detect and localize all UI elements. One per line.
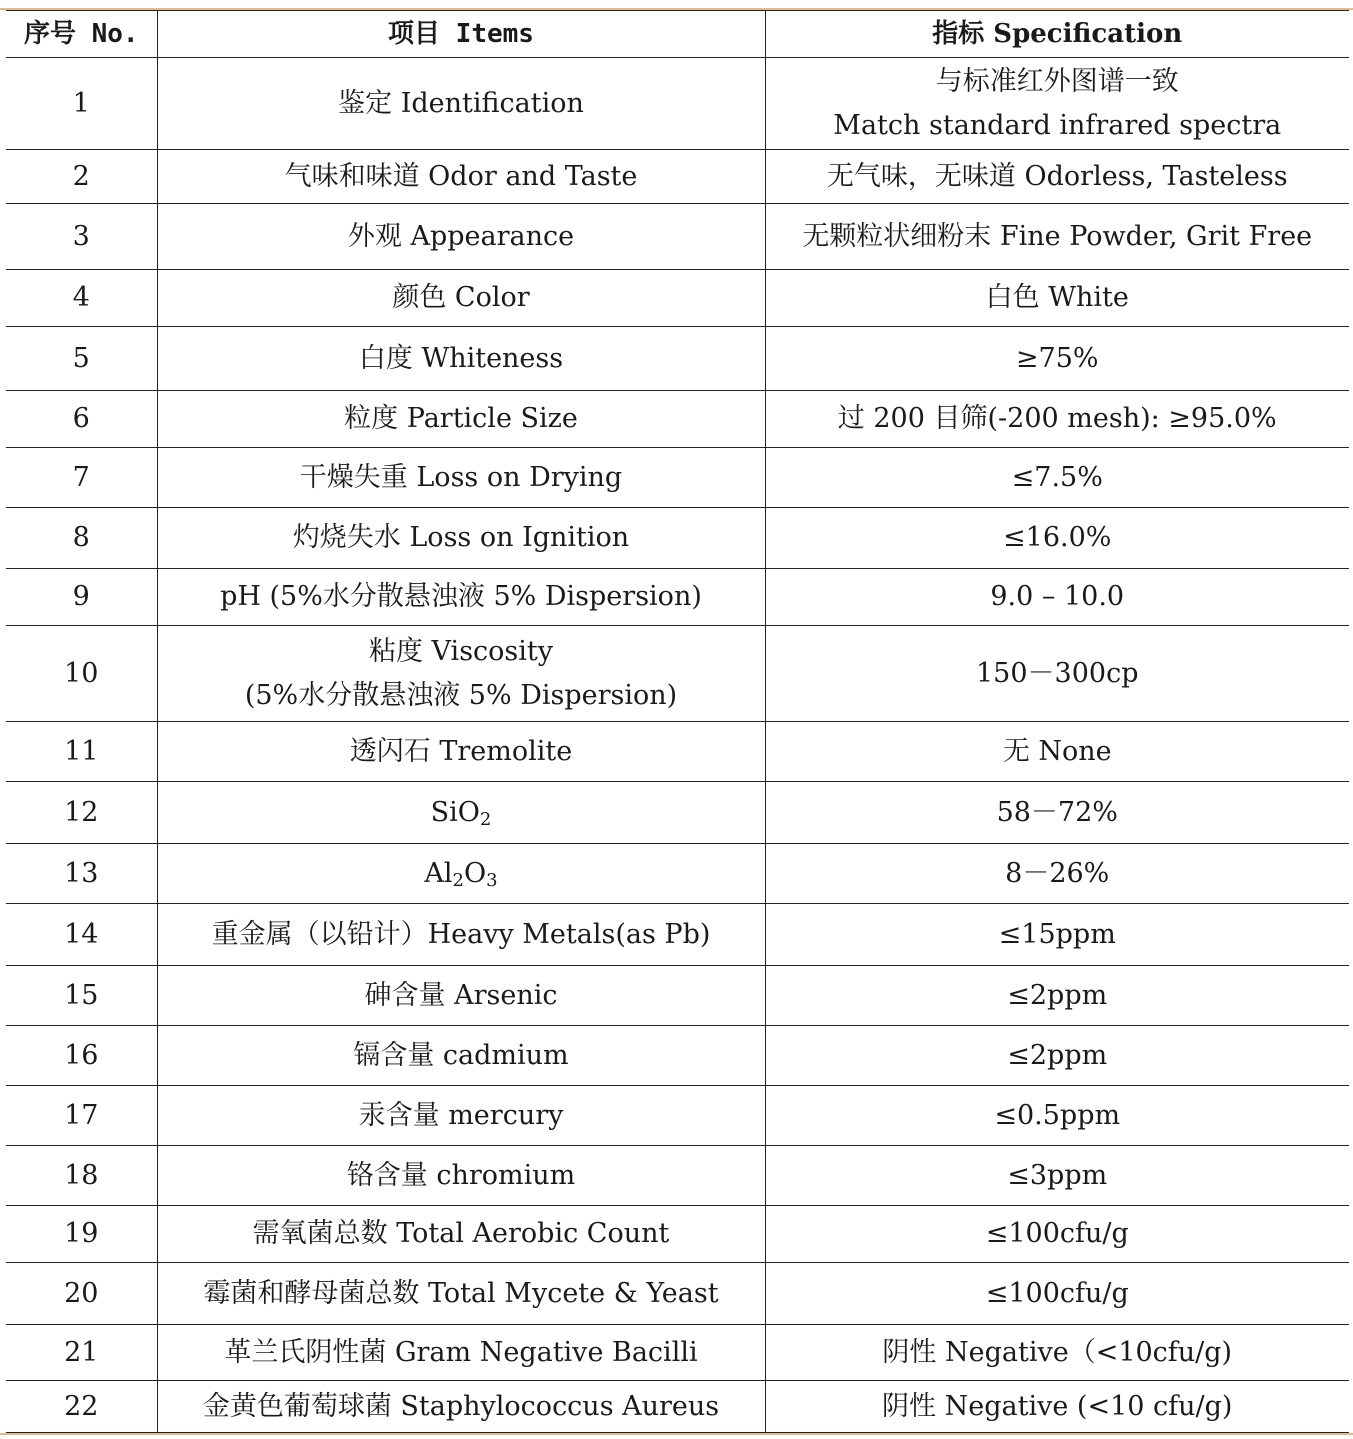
table-body	[6, 58, 1349, 1433]
table-row	[6, 58, 1349, 150]
specification-line: 9.0 – 10.0	[990, 581, 1125, 613]
specification-cell	[765, 844, 1349, 904]
specification-cell	[765, 1086, 1349, 1146]
row-number: 20	[6, 1263, 157, 1325]
specification-line: ≤3ppm	[1007, 1159, 1108, 1191]
row-number: 19	[6, 1206, 157, 1263]
row-number: 13	[6, 844, 157, 904]
specification-line: 无颗粒状细粉末 Fine Powder, Grit Free	[802, 220, 1313, 252]
row-number: 9	[6, 569, 157, 626]
item-cell	[157, 626, 765, 722]
table-row	[6, 569, 1349, 626]
specification-line: ≤100cfu/g	[985, 1218, 1129, 1250]
row-number: 1	[6, 58, 157, 150]
table-row	[6, 270, 1349, 327]
row-number: 5	[6, 327, 157, 391]
item-line: 粘度 Viscosity	[368, 635, 554, 667]
item-cell: 革兰氏阴性菌 Gram Negative Bacilli	[157, 1325, 765, 1381]
specification-line: 无 None	[1002, 735, 1112, 767]
specification-line: ≤15ppm	[998, 918, 1116, 950]
item-cell: 干燥失重 Loss on Drying	[157, 448, 765, 508]
table-row	[6, 966, 1349, 1026]
table-row	[6, 1146, 1349, 1206]
formula-subscript: 2	[452, 869, 464, 891]
specification-cell	[765, 782, 1349, 844]
table-row	[6, 626, 1349, 722]
specification-line: ≤2ppm	[1007, 1039, 1108, 1071]
table-row	[6, 448, 1349, 508]
specification-sheet	[0, 8, 1353, 1435]
formula-subscript: 3	[486, 869, 498, 891]
row-number: 16	[6, 1026, 157, 1086]
specification-cell	[765, 204, 1349, 270]
item-cell: 灼烧失水 Loss on Ignition	[157, 508, 765, 569]
table-row	[6, 1381, 1349, 1433]
header-specification: 指标 Specification	[765, 11, 1349, 58]
specification-cell	[765, 1263, 1349, 1325]
row-number: 18	[6, 1146, 157, 1206]
item-cell	[157, 844, 765, 904]
specification-cell	[765, 626, 1349, 722]
specification-cell	[765, 1325, 1349, 1381]
row-number: 6	[6, 391, 157, 448]
specification-line: ≤7.5%	[1011, 461, 1103, 493]
row-number: 17	[6, 1086, 157, 1146]
specification-cell	[765, 58, 1349, 150]
table-row	[6, 391, 1349, 448]
table-row	[6, 782, 1349, 844]
specification-cell	[765, 1381, 1349, 1433]
item-cell: 外观 Appearance	[157, 204, 765, 270]
item-cell: 粒度 Particle Size	[157, 391, 765, 448]
row-number: 15	[6, 966, 157, 1026]
specification-line: ≤16.0%	[1003, 522, 1112, 554]
item-cell: 透闪石 Tremolite	[157, 722, 765, 782]
item-cell: pH (5%水分散悬浊液 5% Dispersion)	[157, 569, 765, 626]
row-number: 22	[6, 1381, 157, 1433]
table-row	[6, 327, 1349, 391]
row-number: 10	[6, 626, 157, 722]
table-row	[6, 508, 1349, 569]
bottom-rule	[0, 1433, 1353, 1435]
specification-cell	[765, 966, 1349, 1026]
formula-subscript: 2	[479, 808, 492, 830]
row-number: 8	[6, 508, 157, 569]
specification-cell	[765, 508, 1349, 569]
header-row	[6, 11, 1349, 58]
specification-cell	[765, 270, 1349, 327]
specification-cell	[765, 569, 1349, 626]
row-number: 12	[6, 782, 157, 844]
item-cell: 气味和味道 Odor and Taste	[157, 150, 765, 204]
specification-line: ≤2ppm	[1007, 979, 1108, 1011]
specification-line: Match standard infrared spectra	[833, 109, 1282, 141]
specification-line: 无气味，无味道 Odorless, Tasteless	[826, 160, 1288, 192]
item-cell: 霉菌和酵母菌总数 Total Mycete & Yeast	[157, 1263, 765, 1325]
item-cell: 金黄色葡萄球菌 Staphylococcus Aureus	[157, 1381, 765, 1433]
table-row	[6, 1325, 1349, 1381]
header-no: 序号 No.	[6, 11, 157, 58]
formula-symbol: Al	[424, 857, 453, 889]
specification-line: 与标准红外图谱一致	[935, 65, 1179, 97]
row-number: 2	[6, 150, 157, 204]
row-number: 4	[6, 270, 157, 327]
specification-cell	[765, 1206, 1349, 1263]
specification-cell	[765, 722, 1349, 782]
specification-line: 白色 White	[985, 282, 1129, 314]
table-row	[6, 204, 1349, 270]
table-row	[6, 1263, 1349, 1325]
specification-line: ≤100cfu/g	[985, 1277, 1129, 1309]
item-cell	[157, 782, 765, 844]
specification-line: 阴性 Negative (<10 cfu/g)	[882, 1390, 1233, 1422]
specification-line: ≤0.5ppm	[994, 1099, 1121, 1131]
table-row	[6, 150, 1349, 204]
specification-line: 8－26%	[1005, 857, 1110, 889]
item-cell: 鉴定 Identification	[157, 58, 765, 150]
item-cell: 白度 Whiteness	[157, 327, 765, 391]
specification-line: 过 200 目筛(-200 mesh): ≥95.0%	[837, 403, 1277, 435]
specification-cell	[765, 327, 1349, 391]
formula-symbol: O	[464, 857, 487, 889]
item-cell: 镉含量 cadmium	[157, 1026, 765, 1086]
table-row	[6, 1026, 1349, 1086]
item-cell: 铬含量 chromium	[157, 1146, 765, 1206]
specification-cell	[765, 150, 1349, 204]
item-cell: 砷含量 Arsenic	[157, 966, 765, 1026]
specification-line: 阴性 Negative（<10cfu/g)	[882, 1336, 1233, 1368]
table-row	[6, 1086, 1349, 1146]
specification-cell	[765, 1146, 1349, 1206]
table-row	[6, 904, 1349, 966]
item-cell: 重金属（以铅计）Heavy Metals(as Pb)	[157, 904, 765, 966]
specification-table	[6, 10, 1349, 1433]
item-cell: 汞含量 mercury	[157, 1086, 765, 1146]
specification-cell	[765, 448, 1349, 508]
row-number: 14	[6, 904, 157, 966]
specification-cell	[765, 1026, 1349, 1086]
row-number: 21	[6, 1325, 157, 1381]
table-row	[6, 844, 1349, 904]
header-items: 项目 Items	[157, 11, 765, 58]
row-number: 11	[6, 722, 157, 782]
specification-line: 150－300cp	[976, 657, 1139, 689]
row-number: 7	[6, 448, 157, 508]
table-row	[6, 722, 1349, 782]
specification-line: ≥75%	[1015, 342, 1099, 374]
formula-symbol: SiO	[430, 796, 480, 828]
table-row	[6, 1206, 1349, 1263]
row-number: 3	[6, 204, 157, 270]
specification-line: 58－72%	[996, 796, 1118, 828]
item-line: (5%水分散悬浊液 5% Dispersion)	[244, 679, 678, 711]
item-cell: 颜色 Color	[157, 270, 765, 327]
specification-cell	[765, 904, 1349, 966]
item-cell: 需氧菌总数 Total Aerobic Count	[157, 1206, 765, 1263]
specification-cell	[765, 391, 1349, 448]
